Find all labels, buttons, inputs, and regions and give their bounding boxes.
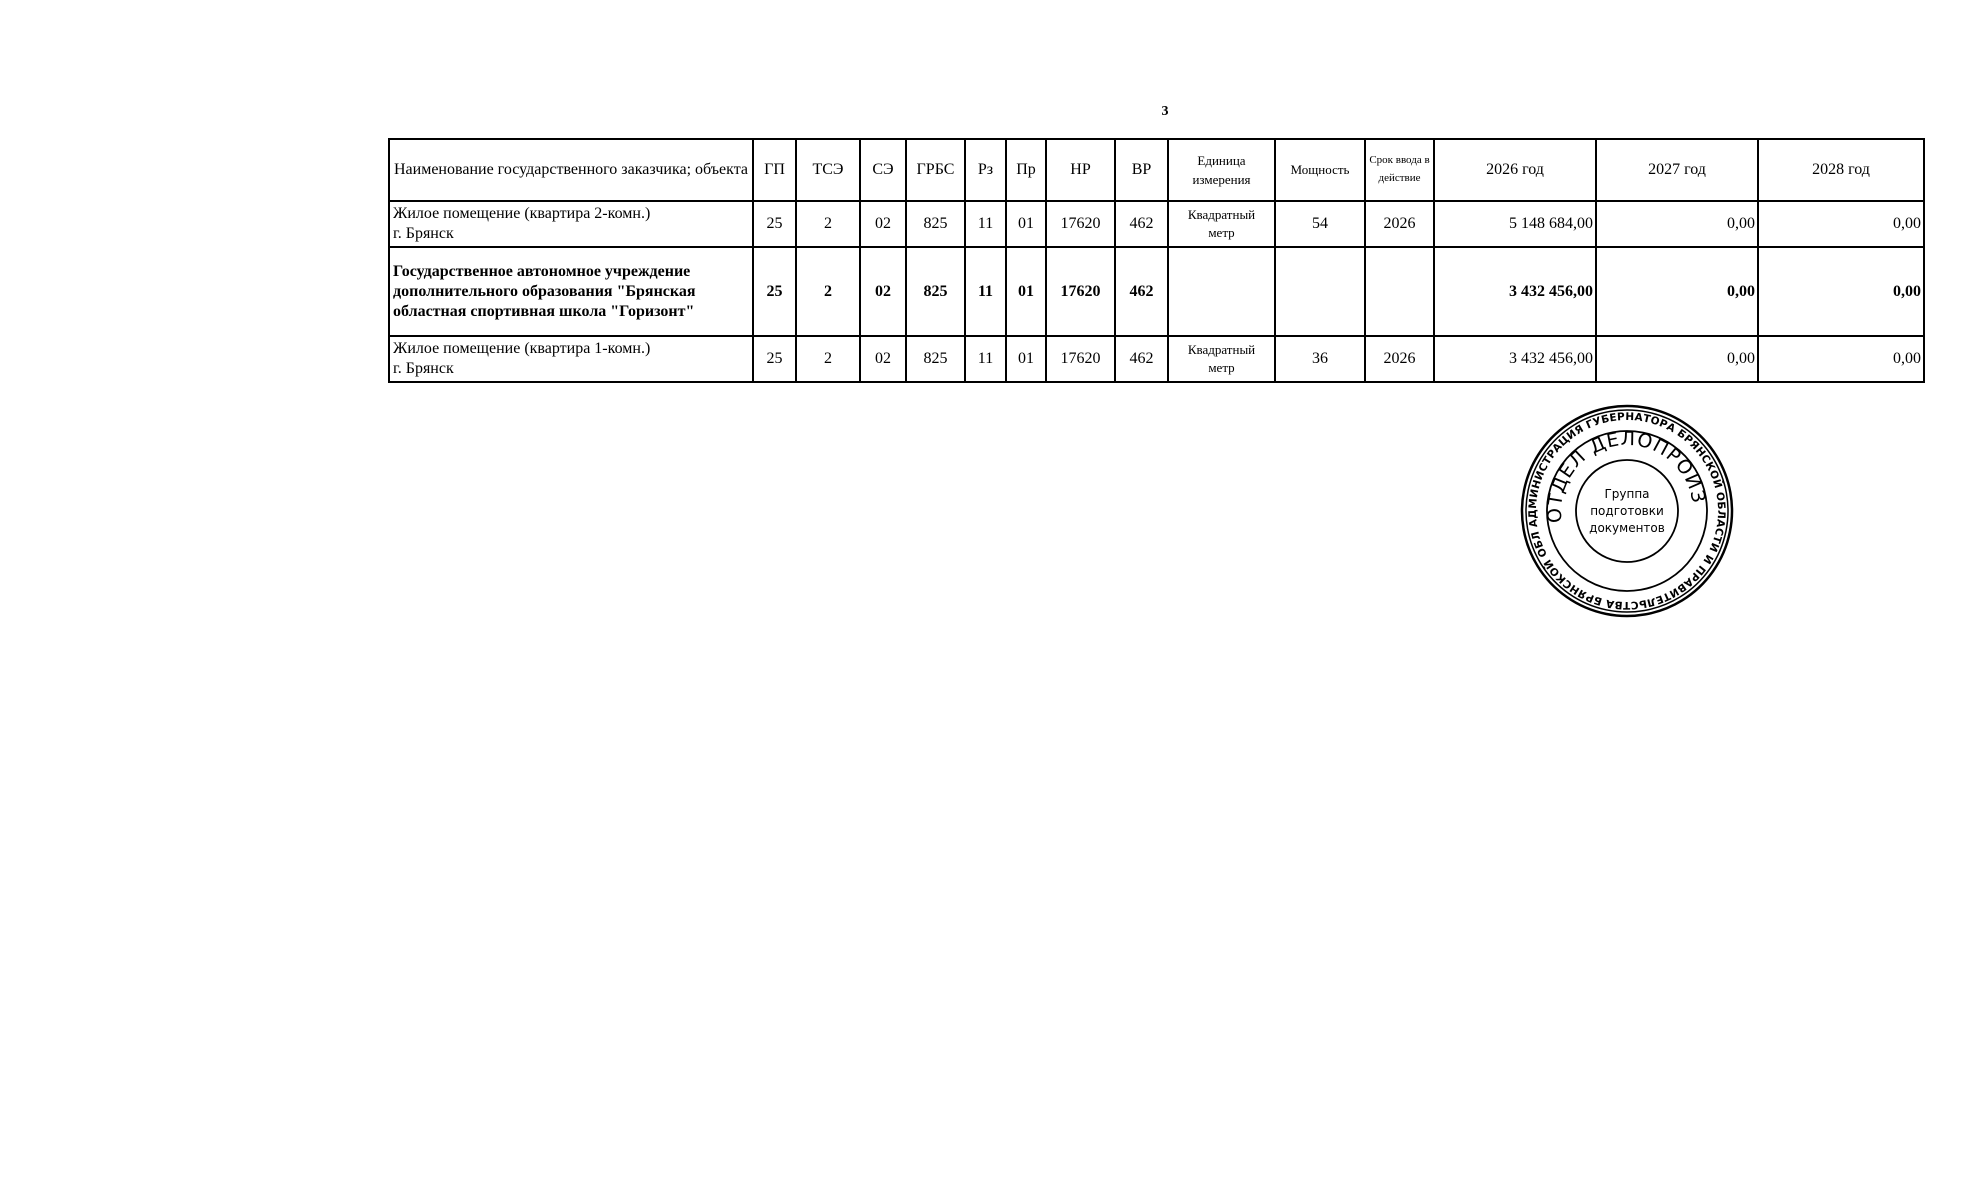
header-2026: 2026 год xyxy=(1434,139,1596,201)
stamp-seal-icon xyxy=(1520,404,1734,618)
amount-2028-cell: 0,00 xyxy=(1758,201,1924,247)
header-grbs: ГРБС xyxy=(906,139,965,201)
object-name-cell xyxy=(389,336,753,382)
commissioning-cell xyxy=(1365,247,1434,336)
stamp-center-line: документов xyxy=(1589,521,1665,535)
object-location-line: г. Брянск xyxy=(393,360,454,377)
header-commissioning-text: Срок ввода в действие xyxy=(1369,154,1430,184)
tse-cell: 2 xyxy=(796,247,860,336)
amount-2027-cell: 0,00 xyxy=(1596,201,1758,247)
pr-cell: 01 xyxy=(1006,201,1046,247)
gp-cell: 25 xyxy=(753,247,796,336)
capacity-cell xyxy=(1275,247,1365,336)
nr-cell: 17620 xyxy=(1046,247,1115,336)
page-number: 3 xyxy=(1161,104,1169,119)
header-2028: 2028 год xyxy=(1758,139,1924,201)
pr-cell: 01 xyxy=(1006,247,1046,336)
header-name: Наименование государственного заказчика; объекта xyxy=(389,139,753,201)
se-cell: 02 xyxy=(860,201,906,247)
pr-cell: 01 xyxy=(1006,336,1046,382)
rz-cell: 11 xyxy=(965,247,1006,336)
gp-cell: 25 xyxy=(753,336,796,382)
grbs-cell: 825 xyxy=(906,247,965,336)
amount-2026-cell: 3 432 456,00 xyxy=(1434,247,1596,336)
tse-cell: 2 xyxy=(796,201,860,247)
amount-2026-cell: 5 148 684,00 xyxy=(1434,201,1596,247)
object-name-line: Жилое помещение (квартира 2-комн.) xyxy=(393,205,651,222)
stamp-center-line: подготовки xyxy=(1590,504,1664,518)
commissioning-cell: 2026 xyxy=(1365,336,1434,382)
grbs-cell: 825 xyxy=(906,201,965,247)
object-name-line: Жилое помещение (квартира 1-комн.) xyxy=(393,340,651,357)
unit-line: Квадратный xyxy=(1187,206,1256,222)
capacity-cell: 36 xyxy=(1275,336,1365,382)
nr-cell: 17620 xyxy=(1046,201,1115,247)
stamp-inner-text: ОТДЕЛ ДЕЛОПРОИЗВОДСТВА xyxy=(1543,427,1710,524)
unit-line: метр xyxy=(1208,225,1235,240)
unit-cell xyxy=(1168,336,1275,382)
header-nr: НР xyxy=(1046,139,1115,201)
unit-cell xyxy=(1168,201,1275,247)
table-header-row xyxy=(389,139,1924,201)
budget-table xyxy=(388,138,1925,383)
table-row xyxy=(389,201,1924,247)
se-cell: 02 xyxy=(860,247,906,336)
header-2027: 2027 год xyxy=(1596,139,1758,201)
rz-cell: 11 xyxy=(965,201,1006,247)
unit-line: метр xyxy=(1208,360,1235,375)
unit-cell xyxy=(1168,247,1275,336)
tse-cell: 2 xyxy=(796,336,860,382)
nr-cell: 17620 xyxy=(1046,336,1115,382)
table-row xyxy=(389,336,1924,382)
table-row xyxy=(389,247,1924,336)
header-unit: Единица измерения xyxy=(1168,139,1275,201)
gp-cell: 25 xyxy=(753,201,796,247)
header-capacity: Мощность xyxy=(1275,139,1365,201)
stamp-outer-text: АДМИНИСТРАЦИЯ ГУБЕРНАТОРА БРЯНСКОЙ ОБЛАСТИ И ПРАВИТЕЛЬСТВА БРЯНСКОЙ ОБЛАСТИ xyxy=(1526,410,1728,612)
header-tse: ТСЭ xyxy=(796,139,860,201)
unit-line: Квадратный xyxy=(1187,341,1256,357)
se-cell: 02 xyxy=(860,336,906,382)
amount-2028-cell: 0,00 xyxy=(1758,247,1924,336)
amount-2027-cell: 0,00 xyxy=(1596,247,1758,336)
header-pr: Пр xyxy=(1006,139,1046,201)
grbs-cell: 825 xyxy=(906,336,965,382)
header-gp: ГП xyxy=(753,139,796,201)
commissioning-cell: 2026 xyxy=(1365,201,1434,247)
object-location-line: г. Брянск xyxy=(393,225,454,242)
header-vr: ВР xyxy=(1115,139,1168,201)
vr-cell: 462 xyxy=(1115,201,1168,247)
customer-name-cell: Государственное автономное учреждение дополнительного образования "Брянская областная спортивная школа "Горизонт" xyxy=(389,247,753,336)
object-name-cell xyxy=(389,201,753,247)
header-se: СЭ xyxy=(860,139,906,201)
amount-2028-cell: 0,00 xyxy=(1758,336,1924,382)
capacity-cell: 54 xyxy=(1275,201,1365,247)
amount-2026-cell: 3 432 456,00 xyxy=(1434,336,1596,382)
header-rz: Рз xyxy=(965,139,1006,201)
vr-cell: 462 xyxy=(1115,247,1168,336)
amount-2027-cell: 0,00 xyxy=(1596,336,1758,382)
vr-cell: 462 xyxy=(1115,336,1168,382)
official-stamp xyxy=(1520,404,1734,618)
header-commissioning xyxy=(1365,139,1434,201)
rz-cell: 11 xyxy=(965,336,1006,382)
stamp-center-line: Группа xyxy=(1604,487,1650,501)
